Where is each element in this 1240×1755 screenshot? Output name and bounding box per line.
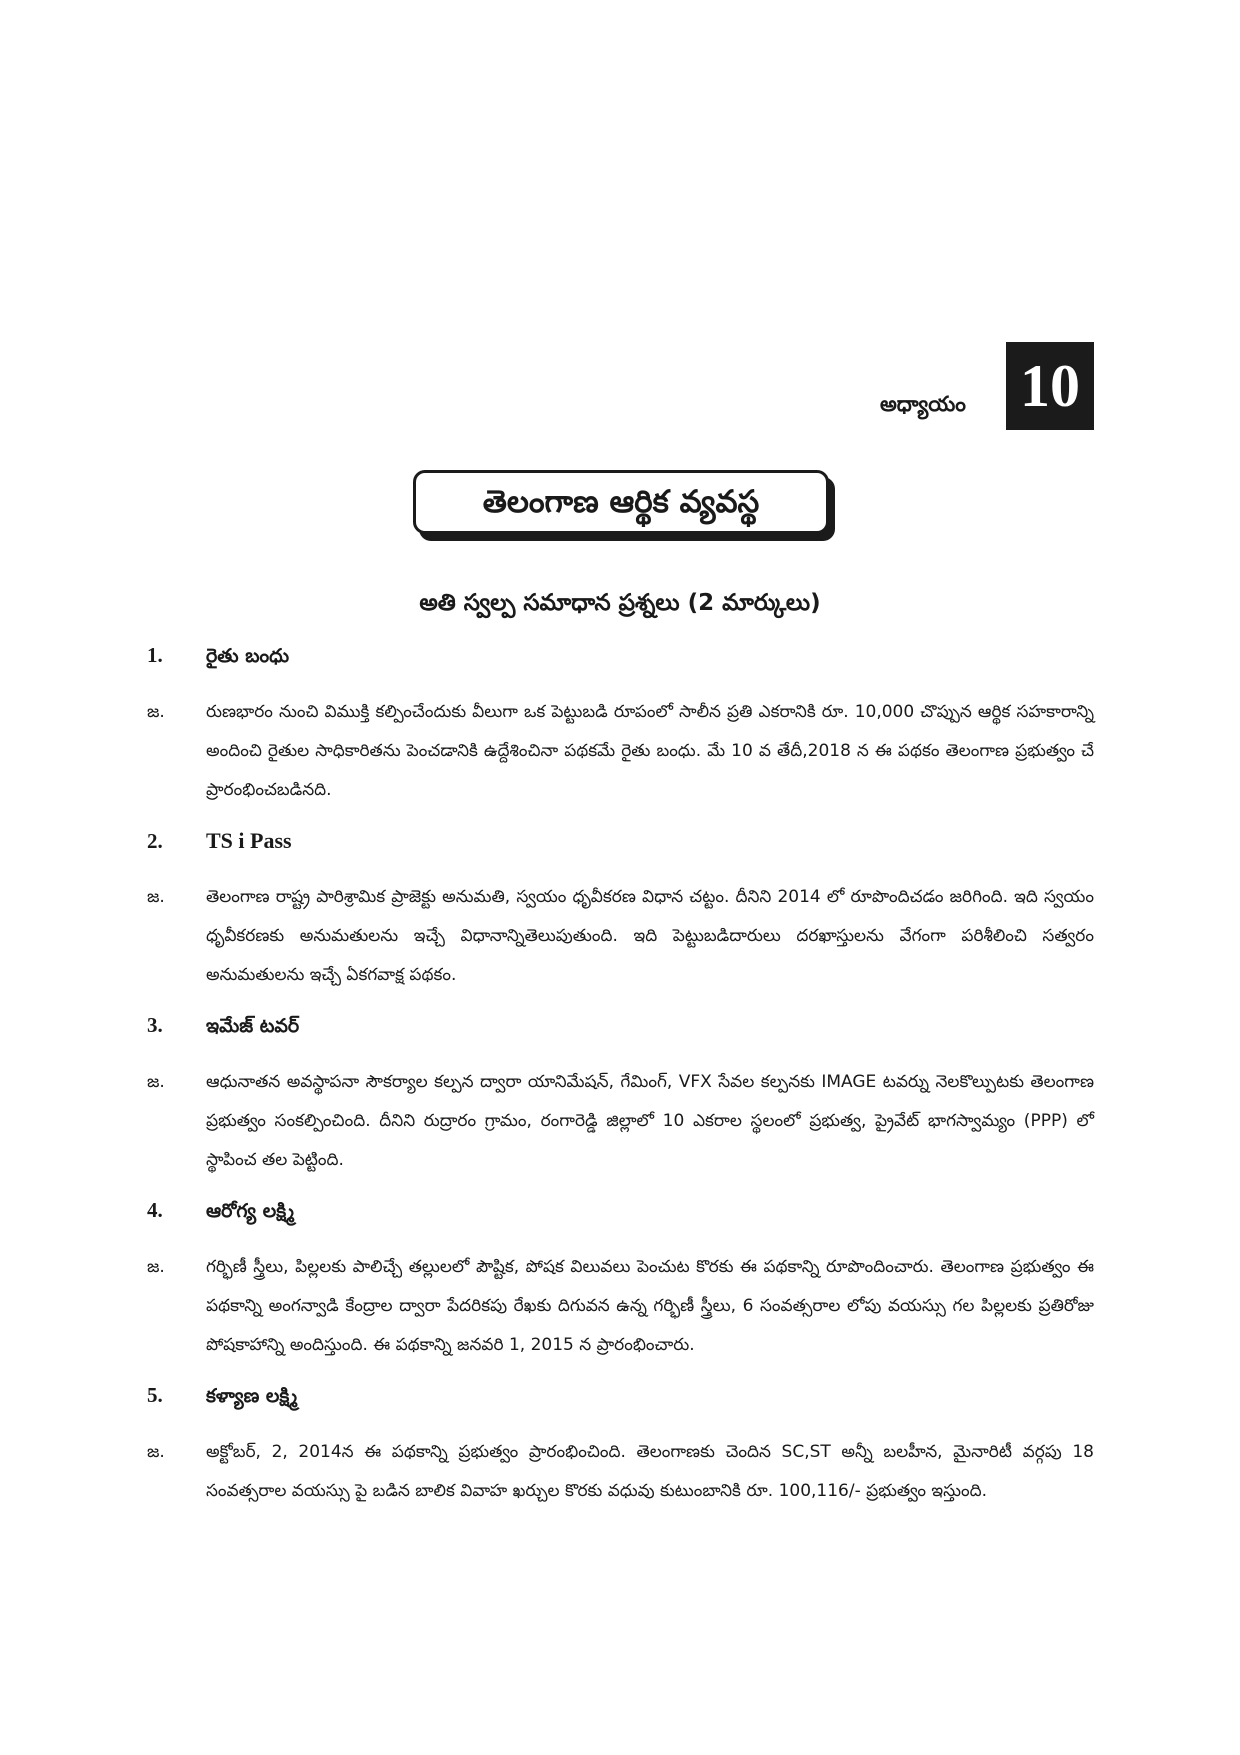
answer-marker: జ. (147, 702, 165, 722)
chapter-label: అధ్యాయం (880, 392, 966, 416)
question-number: 1. (147, 643, 163, 667)
question-title: ఆరోగ్య లక్ష్మి (206, 1200, 295, 1222)
question-item (147, 643, 1094, 810)
question-number: 2. (147, 829, 163, 853)
question-title: TS i Pass (206, 828, 292, 853)
question-number: 3. (147, 1013, 163, 1037)
chapter-header (880, 342, 1094, 430)
section-heading: అతి స్వల్ప సమాధాన ప్రశ్నలు (2 మార్కులు) (419, 590, 821, 616)
answer-text: ఆధునాతన అవస్థాపనా సౌకర్యాల కల్పన ద్వారా యానిమేషన్, గేమింగ్, VFX సేవల కల్పనకు IMAGE టవర్ను నెలకొల్పుటకు తెలంగాణ ప్రభుత్వం సంకల్పించింది. దీనిని రుద్రారం గ్రామం, రంగారెడ్డి జిల్లాలో 10 ఎకరాల స్థలంలో ప్రభుత్వ, ప్రైవేట్ భాగస్వామ్యం (PPP) లో స్థాపించ తల పెట్టింది. (206, 1072, 1094, 1170)
question-item (147, 1013, 1094, 1180)
answer-marker: జ. (147, 1072, 165, 1092)
question-title: ఇమేజ్ టవర్ (206, 1015, 300, 1037)
answer-marker: జ. (147, 1442, 165, 1462)
question-item (147, 1383, 1094, 1511)
question-list (147, 643, 1094, 1529)
answer-text: తెలంగాణ రాష్ట్ర పారిశ్రామిక ప్రాజెక్టు అనుమతి, స్వయం ధృవీకరణ విధాన చట్టం. దీనిని 2014 లో రూపొందిచడం జరిగింది. ఇది స్వయం ధృవీకరణకు అనుమతులను ఇచ్చే విధానాన్నితెలుపుతుంది. ఇది పెట్టుబడిదారులు దరఖాస్తులను వేగంగా పరిశీలించి సత్వరం అనుమతులను ఇచ్చే ఏకగవాక్ష పథకం. (206, 887, 1094, 985)
answer-text: అక్టోబర్, 2, 2014న ఈ పథకాన్ని ప్రభుత్వం ప్రారంభించింది. తెలంగాణకు చెందిన SC,ST అన్నీ బలహీన, మైనారిటీ వర్గపు 18 సంవత్సరాల వయస్సు పై బడిన బాలిక వివాహ ఖర్చుల కొరకు వధువు కుటుంబానికి రూ. 100,116/- ప్రభుత్వం ఇస్తుంది. (206, 1442, 1094, 1501)
chapter-title: తెలంగాణ ఆర్థిక వ్యవస్థ (413, 470, 829, 534)
question-title: రైతు బంధు (206, 645, 290, 667)
question-item (147, 828, 1094, 995)
chapter-number: 10 (1006, 342, 1094, 430)
answer-marker: జ. (147, 1257, 165, 1277)
answer-marker: జ. (147, 887, 165, 907)
answer-text: రుణభారం నుంచి విముక్తి కల్పించేందుకు వీలుగా ఒక పెట్టుబడి రూపంలో సాలీన ప్రతి ఎకరానికి రూ. 10,000 చొప్పున ఆర్థిక సహకారాన్ని అందించి రైతుల సాధికారితను పెంచడానికి ఉద్దేశించినా పథకమే రైతు బంధు. మే 10 వ తేదీ,2018 న ఈ పథకం తెలంగాణ ప్రభుత్వం చే ప్రారంభించబడినది. (206, 702, 1094, 800)
question-title: కళ్యాణ లక్ష్మి (206, 1385, 298, 1407)
question-item (147, 1198, 1094, 1365)
question-number: 4. (147, 1198, 163, 1222)
answer-text: గర్భిణీ స్త్రీలు, పిల్లలకు పాలిచ్చే తల్లులలో పౌష్టిక, పోషక విలువలు పెంచుట కొరకు ఈ పథకాన్ని రూపొందించారు. తెలంగాణ ప్రభుత్వం ఈ పథకాన్ని అంగన్వాడి కేంద్రాల ద్వారా పేదరికపు రేఖకు దిగువన ఉన్న గర్భిణీ స్త్రీలు, 6 సంవత్సరాల లోపు వయస్సు గల పిల్లలకు ప్రతిరోజు పోషకాహాన్ని అందిస్తుంది. ఈ పథకాన్ని జనవరి 1, 2015 న ప్రారంభించారు. (206, 1257, 1094, 1355)
question-number: 5. (147, 1383, 163, 1407)
